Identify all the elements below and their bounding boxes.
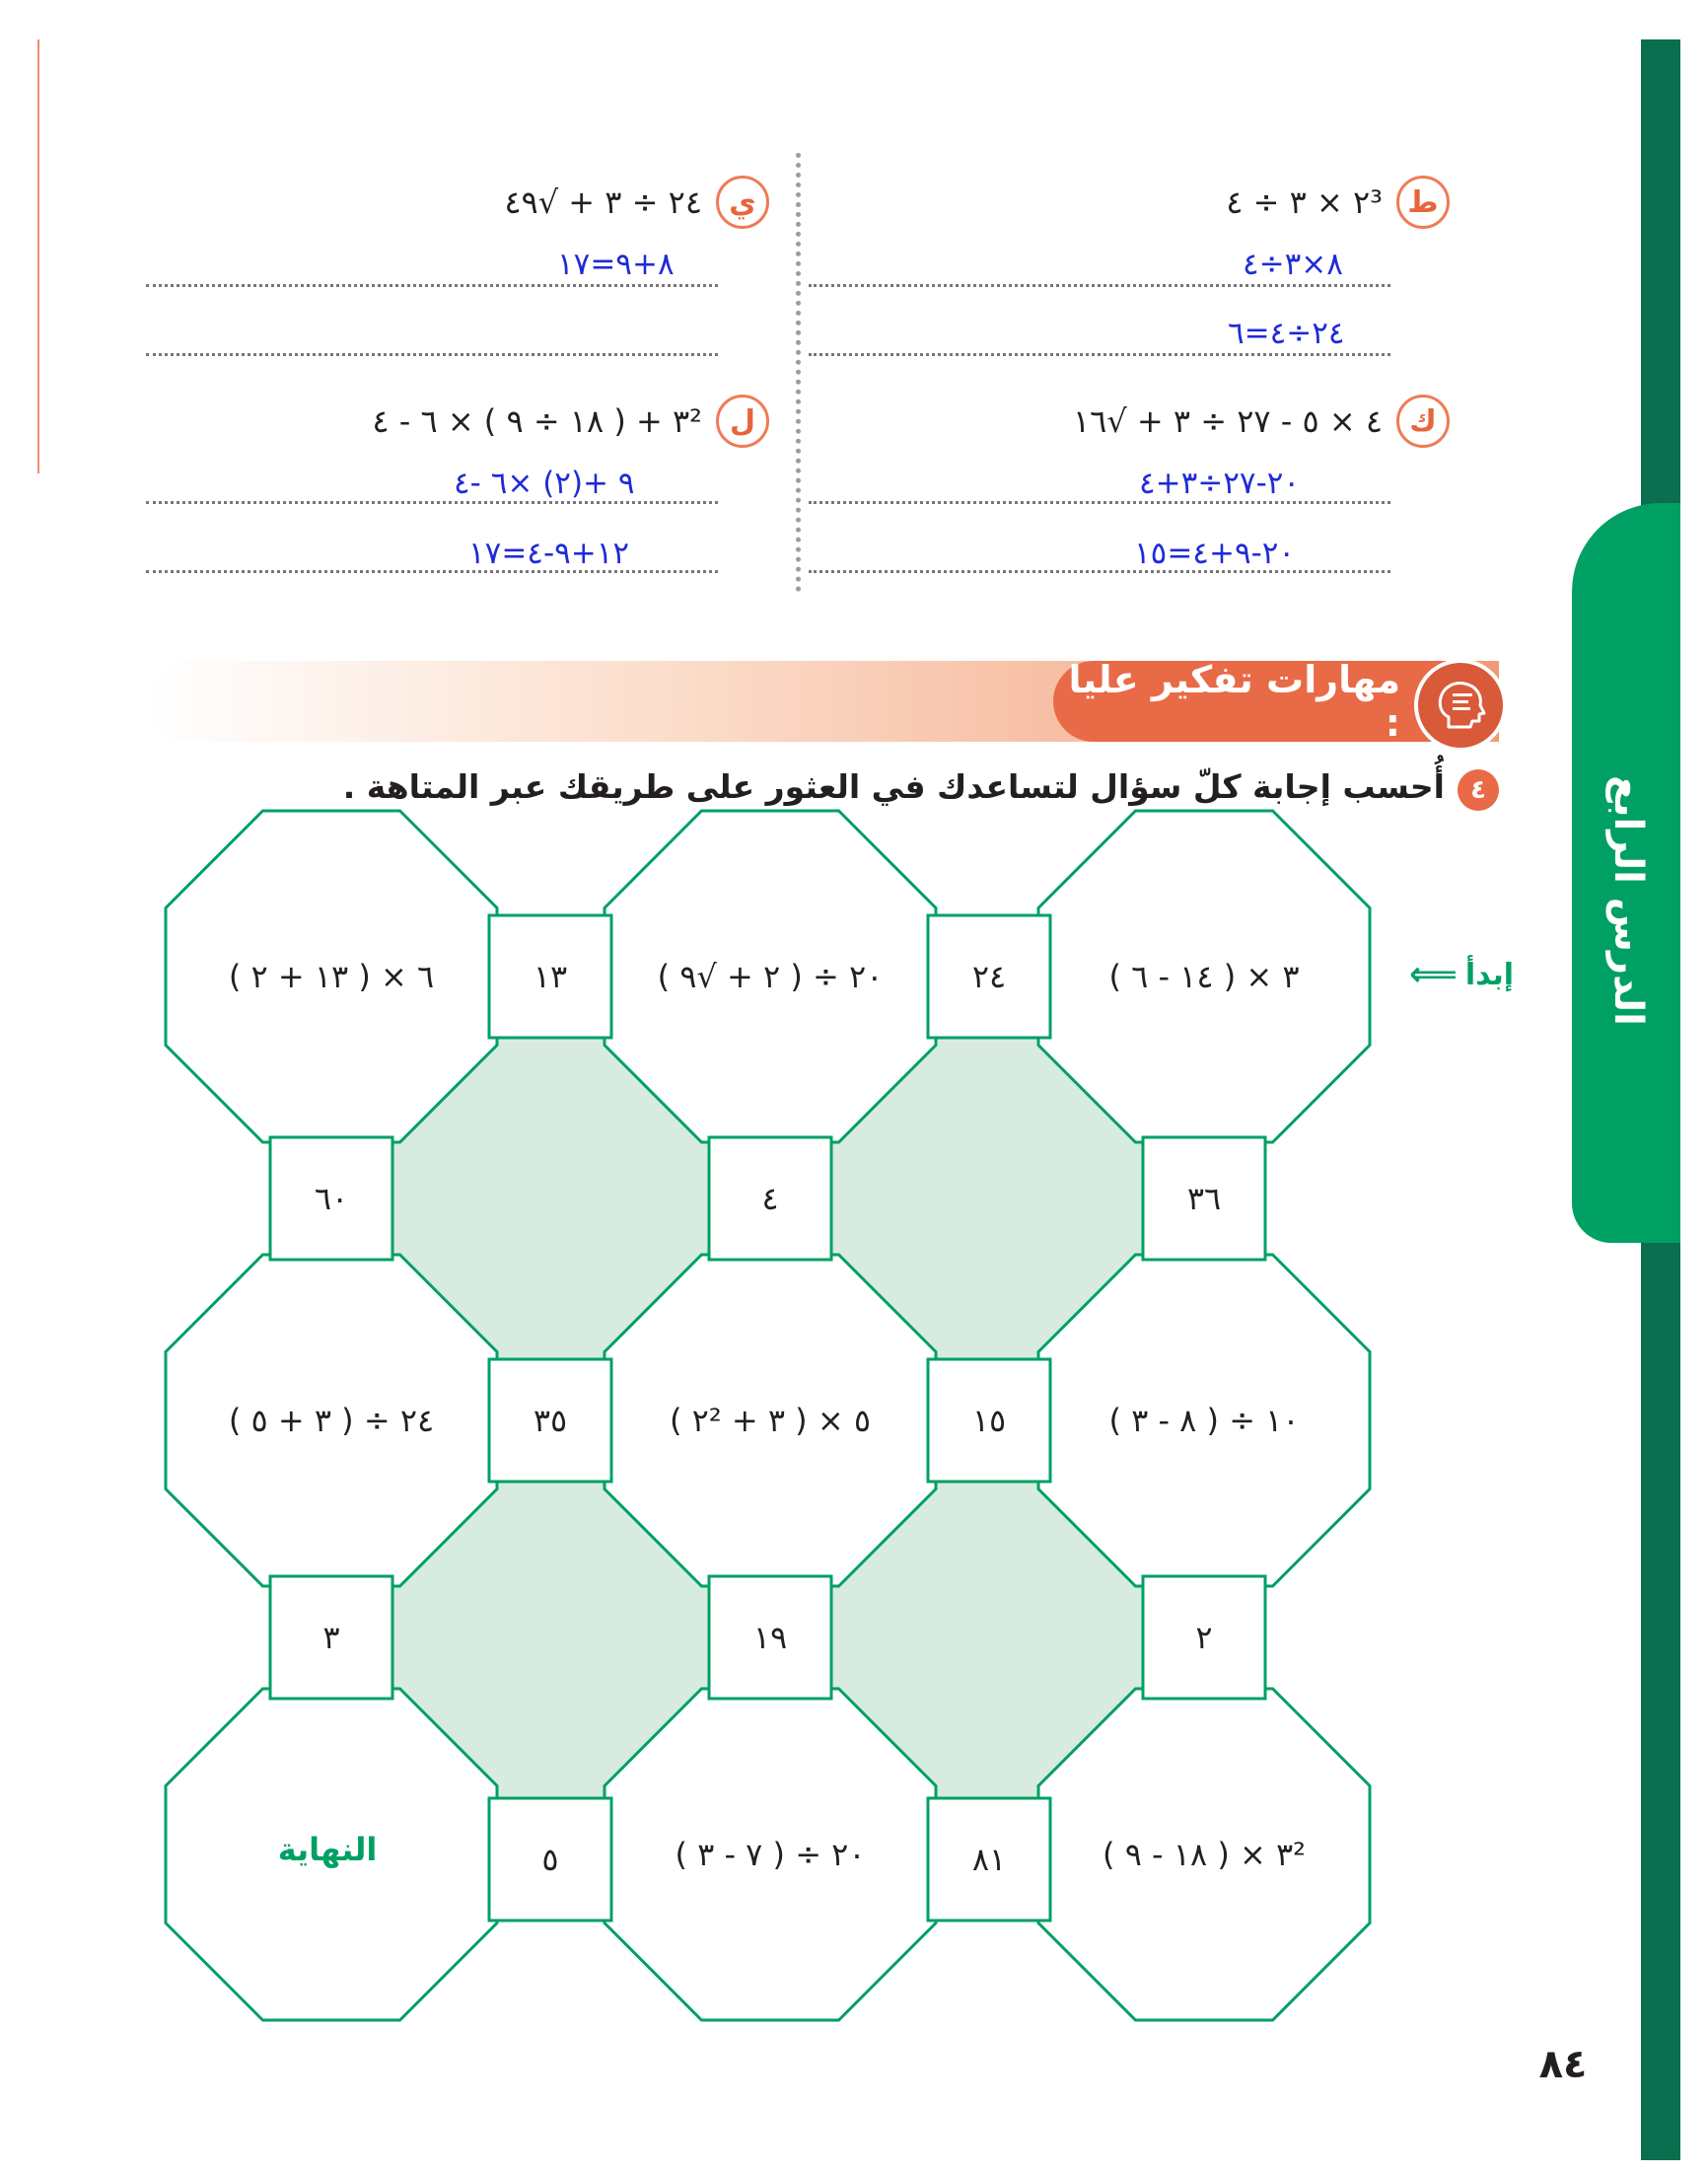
maze-square-number: ٣٥ bbox=[533, 1402, 568, 1439]
answer-ya-1: ٨+٩=١٧ bbox=[557, 247, 675, 282]
maze-square-number: ٣٦ bbox=[1186, 1180, 1222, 1217]
maze-square-number: ٣ bbox=[322, 1619, 340, 1656]
maze-square-number: ٤ bbox=[761, 1180, 779, 1217]
maze-octagon-expression: ٢٤ ÷ ( ٣ + ٥ ) bbox=[228, 1402, 435, 1439]
maze-octagon-expression: ٣² × ( ١٨ - ٩ ) bbox=[1103, 1836, 1306, 1873]
exercise-letter: ل bbox=[716, 395, 769, 448]
question-text: أُحسب إجابة كلّ سؤال لتساعدك في العثور على طريقك عبر المتاهة . bbox=[342, 767, 1445, 806]
start-text: إبدأ bbox=[1464, 957, 1514, 992]
answer-ta-1: ٨×٣÷٤ bbox=[1243, 247, 1343, 282]
exercise-expression: ٢³ × ٣ ÷ ٤ bbox=[1226, 183, 1383, 221]
maze-square-number: ٨١ bbox=[971, 1841, 1007, 1878]
question-number: ٤ bbox=[1458, 769, 1499, 811]
section-title: مهارات تفكير عليا : bbox=[1068, 658, 1400, 745]
maze-octagon-expression: ٥ × ( ٣ + ٢² ) bbox=[669, 1402, 872, 1439]
maze-square-number: ٦٠ bbox=[314, 1180, 349, 1217]
maze-square-number: ١٣ bbox=[533, 958, 568, 995]
exercise-expression: ٣² + ( ١٨ ÷ ٩ ) × ٦ - ٤ bbox=[372, 402, 702, 440]
answer-kaf-2: ٢٠-٩+٤=١٥ bbox=[1134, 536, 1296, 571]
maze-octagon-expression: ٢٠ ÷ ( ٢ + √٩ ) bbox=[657, 958, 884, 995]
maze-end-label: النهاية bbox=[277, 1831, 378, 1868]
answer-lam-1: ٩ +(٢) ×٦ -٤ bbox=[454, 466, 635, 501]
maze-octagon-expression: ٢٠ ÷ ( ٧ - ٣ ) bbox=[675, 1836, 866, 1873]
answer-kaf-1: ٢٠-٢٧÷٣+٤ bbox=[1139, 466, 1301, 501]
start-label bbox=[1376, 950, 1514, 999]
exercise-expression: ٢٤ ÷ ٣ + √٤٩ bbox=[504, 183, 702, 221]
maze-square-number: ٢ bbox=[1195, 1619, 1213, 1656]
exercise-letter: ي bbox=[716, 176, 769, 229]
maze-square-number: ١٩ bbox=[752, 1619, 788, 1656]
maze-octagon-expression: ٣ × ( ١٤ - ٦ ) bbox=[1108, 958, 1300, 995]
maze-square-number: ١٥ bbox=[971, 1402, 1007, 1439]
answer-ta-2: ٢٤÷٤=٦ bbox=[1228, 316, 1345, 351]
exercise-expression: ٤ × ٥ - ٢٧ ÷ ٣ + √١٦ bbox=[1072, 402, 1383, 440]
start-arrow-icon: ⟸ bbox=[1409, 955, 1458, 994]
maze-octagon-expression: ١٠ ÷ ( ٨ - ٣ ) bbox=[1108, 1402, 1300, 1439]
answer-lam-2: ١٢+٩-٤=١٧ bbox=[468, 536, 630, 571]
side-tab-text: الدرس الرابع bbox=[1605, 775, 1651, 1026]
maze-square-number: ٢٤ bbox=[971, 958, 1007, 995]
exercise-letter: ك bbox=[1396, 395, 1450, 448]
maze-square-number: ٥ bbox=[541, 1841, 559, 1878]
exercise-letter: ط bbox=[1396, 176, 1450, 229]
maze-octagon-expression: ٦ × ( ١٣ + ٢ ) bbox=[228, 958, 435, 995]
page-number: ٨٤ bbox=[1538, 2042, 1588, 2087]
